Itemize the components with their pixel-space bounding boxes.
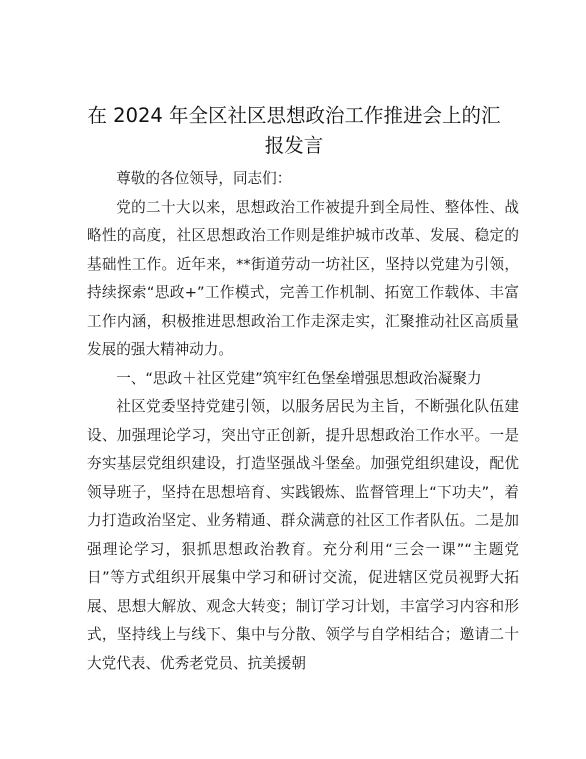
- salutation: 尊敬的各位领导，同志们：: [116, 170, 292, 187]
- section-heading-1: 一、“思政＋社区党建”筑牢红色堡垒增强思想政治凝聚力: [116, 369, 482, 387]
- section-1-body: 社区党委坚持党建引领，以服务居民为主旨，不断强化队伍建设、加强理论学习，突出守正创新，提升思想政治工作水平。一是夯实基层党组织建设，打造坚强战斗堡垒。加强党组织建设，配优领导班子，坚持在思想培育、实践锻炼、监督管理上“下功夫”，着力打造政治坚定、业务精通、群众满意的社区工作者队伍。二是加强理论学习，狠抓思想政治教育。充分利用“三会一课”“主题党日”等方式组织开展集中学习和研讨交流，促进辖区党员视野大拓展、思想大解放、观念大转变；制订学习计划，丰富学习内容和形式，坚持线上与线下、集中与分散、领学与自学相结合；邀请二十大党代表、优秀老党员、抗美援朝: [87, 398, 519, 672]
- document-title: 在 2024 年全区社区思想政治工作推进会上的汇报发言: [87, 104, 501, 157]
- document-body: [87, 165, 519, 678]
- intro-paragraph: 党的二十大以来，思想政治工作被提升到全局性、整体性、战略性的高度，社区思想政治工作则是维护城市改革、发展、稳定的基础性工作。近年来，**街道劳动一坊社区，坚持以党建为引领，持续探索“思政+”工作模式，完善工作机制、拓宽工作载体、丰富工作内涵，积极推进思想政治工作走深走实，汇聚推动社区高质量发展的强大精神动力。: [87, 198, 519, 358]
